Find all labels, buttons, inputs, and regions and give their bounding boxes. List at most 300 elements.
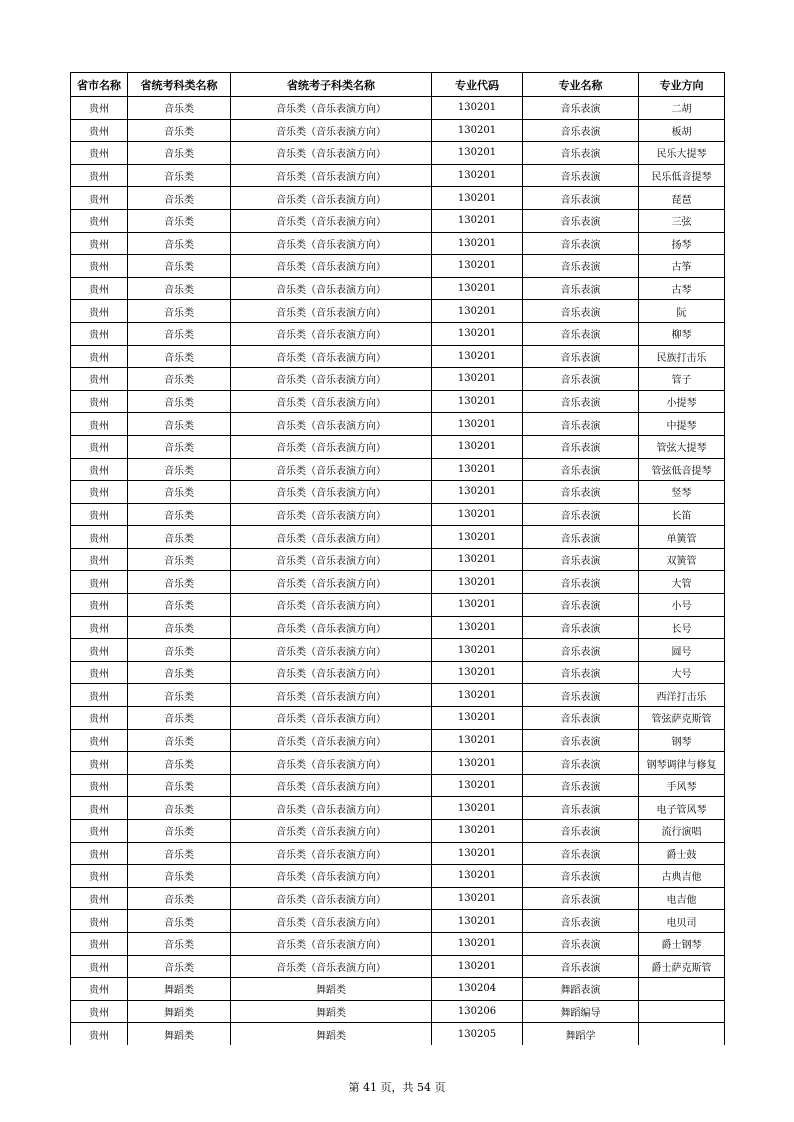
cell-major-name: 音乐表演 — [523, 684, 639, 707]
table-row — [71, 481, 725, 504]
table-row — [71, 842, 725, 865]
table-row — [71, 209, 725, 232]
cell-major-code: 130201 — [432, 616, 523, 639]
cell-major-code: 130201 — [432, 187, 523, 210]
cell-province: 贵州 — [71, 842, 128, 865]
cell-major-direction: 圆号 — [639, 639, 725, 662]
table-row — [71, 594, 725, 617]
cell-major-code: 130201 — [432, 752, 523, 775]
cell-exam-category: 音乐类 — [128, 571, 231, 594]
cell-exam-category: 音乐类 — [128, 97, 231, 120]
cell-exam-category: 音乐类 — [128, 142, 231, 165]
table-row — [71, 707, 725, 730]
cell-major-direction: 双簧管 — [639, 548, 725, 571]
cell-exam-subcategory: 音乐类（音乐表演方向） — [231, 797, 432, 820]
cell-major-code: 130201 — [432, 571, 523, 594]
cell-province: 贵州 — [71, 164, 128, 187]
admissions-table — [70, 72, 725, 1045]
cell-province: 贵州 — [71, 594, 128, 617]
cell-exam-subcategory: 音乐类（音乐表演方向） — [231, 164, 432, 187]
cell-province: 贵州 — [71, 209, 128, 232]
cell-exam-category: 音乐类 — [128, 955, 231, 978]
cell-exam-category: 音乐类 — [128, 209, 231, 232]
cell-major-code: 130201 — [432, 390, 523, 413]
cell-major-direction: 爵士萨克斯管 — [639, 955, 725, 978]
table-body — [71, 97, 725, 1045]
cell-exam-category: 音乐类 — [128, 865, 231, 888]
cell-major-code: 130201 — [432, 594, 523, 617]
cell-exam-subcategory: 音乐类（音乐表演方向） — [231, 910, 432, 933]
table-row — [71, 413, 725, 436]
cell-exam-subcategory: 音乐类（音乐表演方向） — [231, 481, 432, 504]
cell-province: 贵州 — [71, 503, 128, 526]
cell-major-direction: 流行演唱 — [639, 820, 725, 843]
cell-major-direction: 管子 — [639, 368, 725, 391]
cell-major-direction: 爵士鼓 — [639, 842, 725, 865]
cell-exam-category: 音乐类 — [128, 729, 231, 752]
cell-exam-category: 音乐类 — [128, 684, 231, 707]
cell-exam-subcategory: 音乐类（音乐表演方向） — [231, 661, 432, 684]
cell-province: 贵州 — [71, 300, 128, 323]
cell-exam-subcategory: 音乐类（音乐表演方向） — [231, 955, 432, 978]
cell-exam-subcategory: 音乐类（音乐表演方向） — [231, 209, 432, 232]
table-row — [71, 300, 725, 323]
cell-major-direction: 大管 — [639, 571, 725, 594]
cell-exam-category: 音乐类 — [128, 820, 231, 843]
cell-major-code: 130201 — [432, 458, 523, 481]
cell-major-code: 130205 — [432, 1023, 523, 1045]
cell-exam-category: 音乐类 — [128, 255, 231, 278]
cell-major-direction: 手风琴 — [639, 774, 725, 797]
header-major-code: 专业代码 — [432, 73, 523, 97]
cell-exam-category: 音乐类 — [128, 322, 231, 345]
cell-exam-category: 音乐类 — [128, 458, 231, 481]
cell-exam-category: 舞蹈类 — [128, 1000, 231, 1023]
cell-major-name: 音乐表演 — [523, 458, 639, 481]
cell-major-code: 130201 — [432, 300, 523, 323]
cell-major-direction: 民乐大提琴 — [639, 142, 725, 165]
cell-major-name: 音乐表演 — [523, 729, 639, 752]
cell-exam-subcategory: 音乐类（音乐表演方向） — [231, 684, 432, 707]
cell-major-name: 音乐表演 — [523, 774, 639, 797]
cell-province: 贵州 — [71, 322, 128, 345]
cell-province: 贵州 — [71, 639, 128, 662]
cell-major-name: 音乐表演 — [523, 707, 639, 730]
table-row — [71, 368, 725, 391]
table-row — [71, 661, 725, 684]
cell-major-name: 音乐表演 — [523, 526, 639, 549]
cell-major-code: 130201 — [432, 865, 523, 888]
cell-major-direction — [639, 1023, 725, 1045]
cell-major-name: 音乐表演 — [523, 910, 639, 933]
cell-major-code: 130204 — [432, 978, 523, 1001]
table-row — [71, 548, 725, 571]
table-row — [71, 978, 725, 1001]
cell-exam-category: 音乐类 — [128, 413, 231, 436]
cell-exam-category: 音乐类 — [128, 910, 231, 933]
cell-province: 贵州 — [71, 481, 128, 504]
cell-exam-subcategory: 音乐类（音乐表演方向） — [231, 255, 432, 278]
cell-province: 贵州 — [71, 571, 128, 594]
cell-major-code: 130201 — [432, 526, 523, 549]
cell-major-name: 舞蹈学 — [523, 1023, 639, 1045]
cell-exam-category: 音乐类 — [128, 661, 231, 684]
cell-exam-category: 音乐类 — [128, 616, 231, 639]
cell-major-direction: 柳琴 — [639, 322, 725, 345]
table-row — [71, 910, 725, 933]
cell-major-code: 130201 — [432, 322, 523, 345]
cell-major-code: 130201 — [432, 164, 523, 187]
cell-province: 贵州 — [71, 774, 128, 797]
cell-exam-subcategory: 音乐类（音乐表演方向） — [231, 390, 432, 413]
cell-exam-subcategory: 音乐类（音乐表演方向） — [231, 865, 432, 888]
cell-exam-category: 音乐类 — [128, 164, 231, 187]
cell-exam-subcategory: 音乐类（音乐表演方向） — [231, 752, 432, 775]
cell-exam-subcategory: 音乐类（音乐表演方向） — [231, 594, 432, 617]
cell-exam-category: 音乐类 — [128, 752, 231, 775]
cell-major-code: 130201 — [432, 368, 523, 391]
cell-province: 贵州 — [71, 955, 128, 978]
cell-exam-subcategory: 音乐类（音乐表演方向） — [231, 503, 432, 526]
cell-province: 贵州 — [71, 277, 128, 300]
table-row — [71, 955, 725, 978]
cell-major-name: 音乐表演 — [523, 277, 639, 300]
cell-exam-category: 音乐类 — [128, 887, 231, 910]
cell-major-code: 130201 — [432, 548, 523, 571]
cell-major-direction: 板胡 — [639, 119, 725, 142]
cell-major-name: 音乐表演 — [523, 368, 639, 391]
cell-major-code: 130201 — [432, 639, 523, 662]
cell-exam-subcategory: 音乐类（音乐表演方向） — [231, 368, 432, 391]
cell-major-code: 130201 — [432, 413, 523, 436]
cell-major-code: 130206 — [432, 1000, 523, 1023]
cell-major-name: 音乐表演 — [523, 209, 639, 232]
cell-major-direction: 钢琴 — [639, 729, 725, 752]
cell-major-code: 130201 — [432, 684, 523, 707]
cell-province: 贵州 — [71, 932, 128, 955]
cell-province: 贵州 — [71, 413, 128, 436]
table-row — [71, 887, 725, 910]
cell-exam-category: 音乐类 — [128, 481, 231, 504]
table-row — [71, 345, 725, 368]
table-row — [71, 142, 725, 165]
cell-major-name: 音乐表演 — [523, 842, 639, 865]
cell-province: 贵州 — [71, 752, 128, 775]
cell-province: 贵州 — [71, 865, 128, 888]
cell-major-name: 音乐表演 — [523, 820, 639, 843]
cell-exam-subcategory: 音乐类（音乐表演方向） — [231, 119, 432, 142]
cell-major-direction: 单簧管 — [639, 526, 725, 549]
cell-major-name: 音乐表演 — [523, 865, 639, 888]
table-header-row — [71, 73, 725, 97]
cell-major-name: 音乐表演 — [523, 142, 639, 165]
cell-major-direction: 中提琴 — [639, 413, 725, 436]
header-exam-category: 省统考科类名称 — [128, 73, 231, 97]
cell-major-direction: 古琴 — [639, 277, 725, 300]
cell-province: 贵州 — [71, 345, 128, 368]
table-row — [71, 255, 725, 278]
cell-major-name: 音乐表演 — [523, 887, 639, 910]
cell-major-code: 130201 — [432, 119, 523, 142]
cell-exam-category: 音乐类 — [128, 119, 231, 142]
cell-major-name: 音乐表演 — [523, 435, 639, 458]
cell-major-code: 130201 — [432, 932, 523, 955]
table-row — [71, 164, 725, 187]
cell-exam-category: 音乐类 — [128, 503, 231, 526]
cell-exam-category: 音乐类 — [128, 594, 231, 617]
cell-province: 贵州 — [71, 661, 128, 684]
cell-major-direction: 爵士钢琴 — [639, 932, 725, 955]
cell-major-name: 音乐表演 — [523, 752, 639, 775]
table-row — [71, 97, 725, 120]
table-row — [71, 435, 725, 458]
cell-exam-subcategory: 音乐类（音乐表演方向） — [231, 820, 432, 843]
cell-province: 贵州 — [71, 526, 128, 549]
cell-major-code: 130201 — [432, 820, 523, 843]
cell-province: 贵州 — [71, 255, 128, 278]
cell-province: 贵州 — [71, 978, 128, 1001]
cell-major-code: 130201 — [432, 277, 523, 300]
page-number: 第 41 页，共 54 页 — [348, 1081, 446, 1094]
cell-exam-category: 音乐类 — [128, 300, 231, 323]
cell-exam-category: 音乐类 — [128, 548, 231, 571]
cell-exam-subcategory: 音乐类（音乐表演方向） — [231, 548, 432, 571]
table-row — [71, 729, 725, 752]
cell-province: 贵州 — [71, 97, 128, 120]
cell-major-name: 音乐表演 — [523, 345, 639, 368]
cell-exam-subcategory: 音乐类（音乐表演方向） — [231, 300, 432, 323]
cell-exam-category: 音乐类 — [128, 435, 231, 458]
cell-exam-subcategory: 音乐类（音乐表演方向） — [231, 322, 432, 345]
cell-major-name: 音乐表演 — [523, 797, 639, 820]
cell-major-code: 130201 — [432, 661, 523, 684]
cell-major-direction: 三弦 — [639, 209, 725, 232]
cell-major-direction: 大号 — [639, 661, 725, 684]
cell-exam-subcategory: 音乐类（音乐表演方向） — [231, 571, 432, 594]
cell-major-direction: 民乐低音提琴 — [639, 164, 725, 187]
cell-major-name: 音乐表演 — [523, 187, 639, 210]
cell-exam-category: 舞蹈类 — [128, 978, 231, 1001]
cell-major-direction: 竖琴 — [639, 481, 725, 504]
cell-exam-subcategory: 音乐类（音乐表演方向） — [231, 277, 432, 300]
cell-exam-subcategory: 舞蹈类 — [231, 978, 432, 1001]
cell-major-name: 音乐表演 — [523, 955, 639, 978]
cell-exam-subcategory: 音乐类（音乐表演方向） — [231, 616, 432, 639]
table-row — [71, 752, 725, 775]
cell-major-name: 音乐表演 — [523, 390, 639, 413]
cell-province: 贵州 — [71, 548, 128, 571]
cell-major-name: 音乐表演 — [523, 413, 639, 436]
cell-major-code: 130201 — [432, 97, 523, 120]
cell-exam-category: 音乐类 — [128, 842, 231, 865]
cell-exam-category: 音乐类 — [128, 187, 231, 210]
cell-exam-subcategory: 音乐类（音乐表演方向） — [231, 887, 432, 910]
cell-province: 贵州 — [71, 458, 128, 481]
cell-major-code: 130201 — [432, 955, 523, 978]
table-row — [71, 797, 725, 820]
table-row — [71, 187, 725, 210]
cell-province: 贵州 — [71, 820, 128, 843]
cell-exam-subcategory: 音乐类（音乐表演方向） — [231, 842, 432, 865]
cell-major-direction: 二胡 — [639, 97, 725, 120]
table-row — [71, 390, 725, 413]
cell-exam-subcategory: 音乐类（音乐表演方向） — [231, 774, 432, 797]
table-row — [71, 232, 725, 255]
cell-exam-subcategory: 舞蹈类 — [231, 1023, 432, 1045]
cell-province: 贵州 — [71, 887, 128, 910]
cell-major-direction: 电贝司 — [639, 910, 725, 933]
cell-exam-subcategory: 音乐类（音乐表演方向） — [231, 142, 432, 165]
cell-exam-subcategory: 音乐类（音乐表演方向） — [231, 97, 432, 120]
cell-major-name: 音乐表演 — [523, 164, 639, 187]
header-major-direction: 专业方向 — [639, 73, 725, 97]
cell-major-code: 130201 — [432, 142, 523, 165]
cell-exam-category: 音乐类 — [128, 639, 231, 662]
cell-major-direction — [639, 1000, 725, 1023]
cell-major-code: 130201 — [432, 842, 523, 865]
cell-major-direction: 钢琴调律与修复 — [639, 752, 725, 775]
admissions-table-container — [70, 72, 724, 1045]
cell-province: 贵州 — [71, 435, 128, 458]
cell-province: 贵州 — [71, 232, 128, 255]
cell-major-name: 音乐表演 — [523, 503, 639, 526]
cell-major-code: 130201 — [432, 707, 523, 730]
cell-major-direction: 小提琴 — [639, 390, 725, 413]
cell-major-direction: 古典吉他 — [639, 865, 725, 888]
cell-major-code: 130201 — [432, 232, 523, 255]
cell-province: 贵州 — [71, 797, 128, 820]
cell-exam-subcategory: 舞蹈类 — [231, 1000, 432, 1023]
cell-province: 贵州 — [71, 187, 128, 210]
cell-major-direction: 管弦低音提琴 — [639, 458, 725, 481]
cell-major-direction: 民族打击乐 — [639, 345, 725, 368]
cell-major-direction: 小号 — [639, 594, 725, 617]
cell-exam-category: 音乐类 — [128, 932, 231, 955]
header-major-name: 专业名称 — [523, 73, 639, 97]
table-row — [71, 277, 725, 300]
cell-exam-subcategory: 音乐类（音乐表演方向） — [231, 729, 432, 752]
cell-major-code: 130201 — [432, 729, 523, 752]
cell-major-direction — [639, 978, 725, 1001]
cell-major-name: 音乐表演 — [523, 661, 639, 684]
header-exam-subcategory: 省统考子科类名称 — [231, 73, 432, 97]
cell-major-direction: 管弦大提琴 — [639, 435, 725, 458]
cell-major-name: 音乐表演 — [523, 594, 639, 617]
table-row — [71, 571, 725, 594]
table-row — [71, 820, 725, 843]
cell-major-direction: 阮 — [639, 300, 725, 323]
table-row — [71, 458, 725, 481]
table-row — [71, 616, 725, 639]
cell-major-name: 音乐表演 — [523, 119, 639, 142]
cell-exam-category: 音乐类 — [128, 797, 231, 820]
cell-exam-category: 音乐类 — [128, 526, 231, 549]
table-row — [71, 865, 725, 888]
cell-province: 贵州 — [71, 390, 128, 413]
cell-major-direction: 长号 — [639, 616, 725, 639]
cell-exam-subcategory: 音乐类（音乐表演方向） — [231, 526, 432, 549]
cell-major-direction: 管弦萨克斯管 — [639, 707, 725, 730]
cell-major-direction: 西洋打击乐 — [639, 684, 725, 707]
cell-exam-subcategory: 音乐类（音乐表演方向） — [231, 639, 432, 662]
cell-major-code: 130201 — [432, 887, 523, 910]
cell-exam-category: 舞蹈类 — [128, 1023, 231, 1045]
header-province: 省市名称 — [71, 73, 128, 97]
cell-major-direction: 电子管风琴 — [639, 797, 725, 820]
cell-major-code: 130201 — [432, 503, 523, 526]
cell-major-name: 舞蹈编导 — [523, 1000, 639, 1023]
cell-province: 贵州 — [71, 368, 128, 391]
cell-exam-subcategory: 音乐类（音乐表演方向） — [231, 435, 432, 458]
cell-province: 贵州 — [71, 119, 128, 142]
cell-major-name: 音乐表演 — [523, 616, 639, 639]
cell-major-name: 音乐表演 — [523, 97, 639, 120]
cell-province: 贵州 — [71, 1023, 128, 1045]
table-row — [71, 684, 725, 707]
cell-province: 贵州 — [71, 729, 128, 752]
table-row — [71, 503, 725, 526]
cell-major-code: 130201 — [432, 345, 523, 368]
cell-province: 贵州 — [71, 1000, 128, 1023]
cell-major-name: 音乐表演 — [523, 639, 639, 662]
cell-major-direction: 古筝 — [639, 255, 725, 278]
cell-major-name: 音乐表演 — [523, 255, 639, 278]
cell-major-name: 音乐表演 — [523, 322, 639, 345]
table-row — [71, 322, 725, 345]
cell-exam-category: 音乐类 — [128, 345, 231, 368]
table-row — [71, 774, 725, 797]
cell-major-name: 音乐表演 — [523, 300, 639, 323]
cell-major-code: 130201 — [432, 209, 523, 232]
cell-province: 贵州 — [71, 142, 128, 165]
table-row — [71, 1000, 725, 1023]
cell-major-code: 130201 — [432, 255, 523, 278]
table-row — [71, 526, 725, 549]
cell-exam-category: 音乐类 — [128, 232, 231, 255]
cell-province: 贵州 — [71, 616, 128, 639]
cell-exam-subcategory: 音乐类（音乐表演方向） — [231, 187, 432, 210]
cell-major-code: 130201 — [432, 435, 523, 458]
cell-exam-subcategory: 音乐类（音乐表演方向） — [231, 932, 432, 955]
cell-major-name: 音乐表演 — [523, 548, 639, 571]
cell-major-name: 音乐表演 — [523, 932, 639, 955]
cell-exam-category: 音乐类 — [128, 390, 231, 413]
cell-province: 贵州 — [71, 910, 128, 933]
cell-exam-subcategory: 音乐类（音乐表演方向） — [231, 707, 432, 730]
cell-major-direction: 电吉他 — [639, 887, 725, 910]
cell-major-code: 130201 — [432, 774, 523, 797]
cell-major-name: 舞蹈表演 — [523, 978, 639, 1001]
cell-major-direction: 扬琴 — [639, 232, 725, 255]
cell-major-code: 130201 — [432, 797, 523, 820]
cell-exam-subcategory: 音乐类（音乐表演方向） — [231, 232, 432, 255]
cell-major-direction: 琵琶 — [639, 187, 725, 210]
cell-major-direction: 长笛 — [639, 503, 725, 526]
cell-major-name: 音乐表演 — [523, 232, 639, 255]
cell-exam-subcategory: 音乐类（音乐表演方向） — [231, 413, 432, 436]
cell-province: 贵州 — [71, 684, 128, 707]
cell-major-name: 音乐表演 — [523, 481, 639, 504]
table-row — [71, 639, 725, 662]
cell-exam-category: 音乐类 — [128, 774, 231, 797]
cell-exam-subcategory: 音乐类（音乐表演方向） — [231, 345, 432, 368]
cell-exam-category: 音乐类 — [128, 707, 231, 730]
table-row — [71, 1023, 725, 1045]
table-row — [71, 932, 725, 955]
cell-exam-category: 音乐类 — [128, 277, 231, 300]
cell-major-code: 130201 — [432, 481, 523, 504]
cell-province: 贵州 — [71, 707, 128, 730]
